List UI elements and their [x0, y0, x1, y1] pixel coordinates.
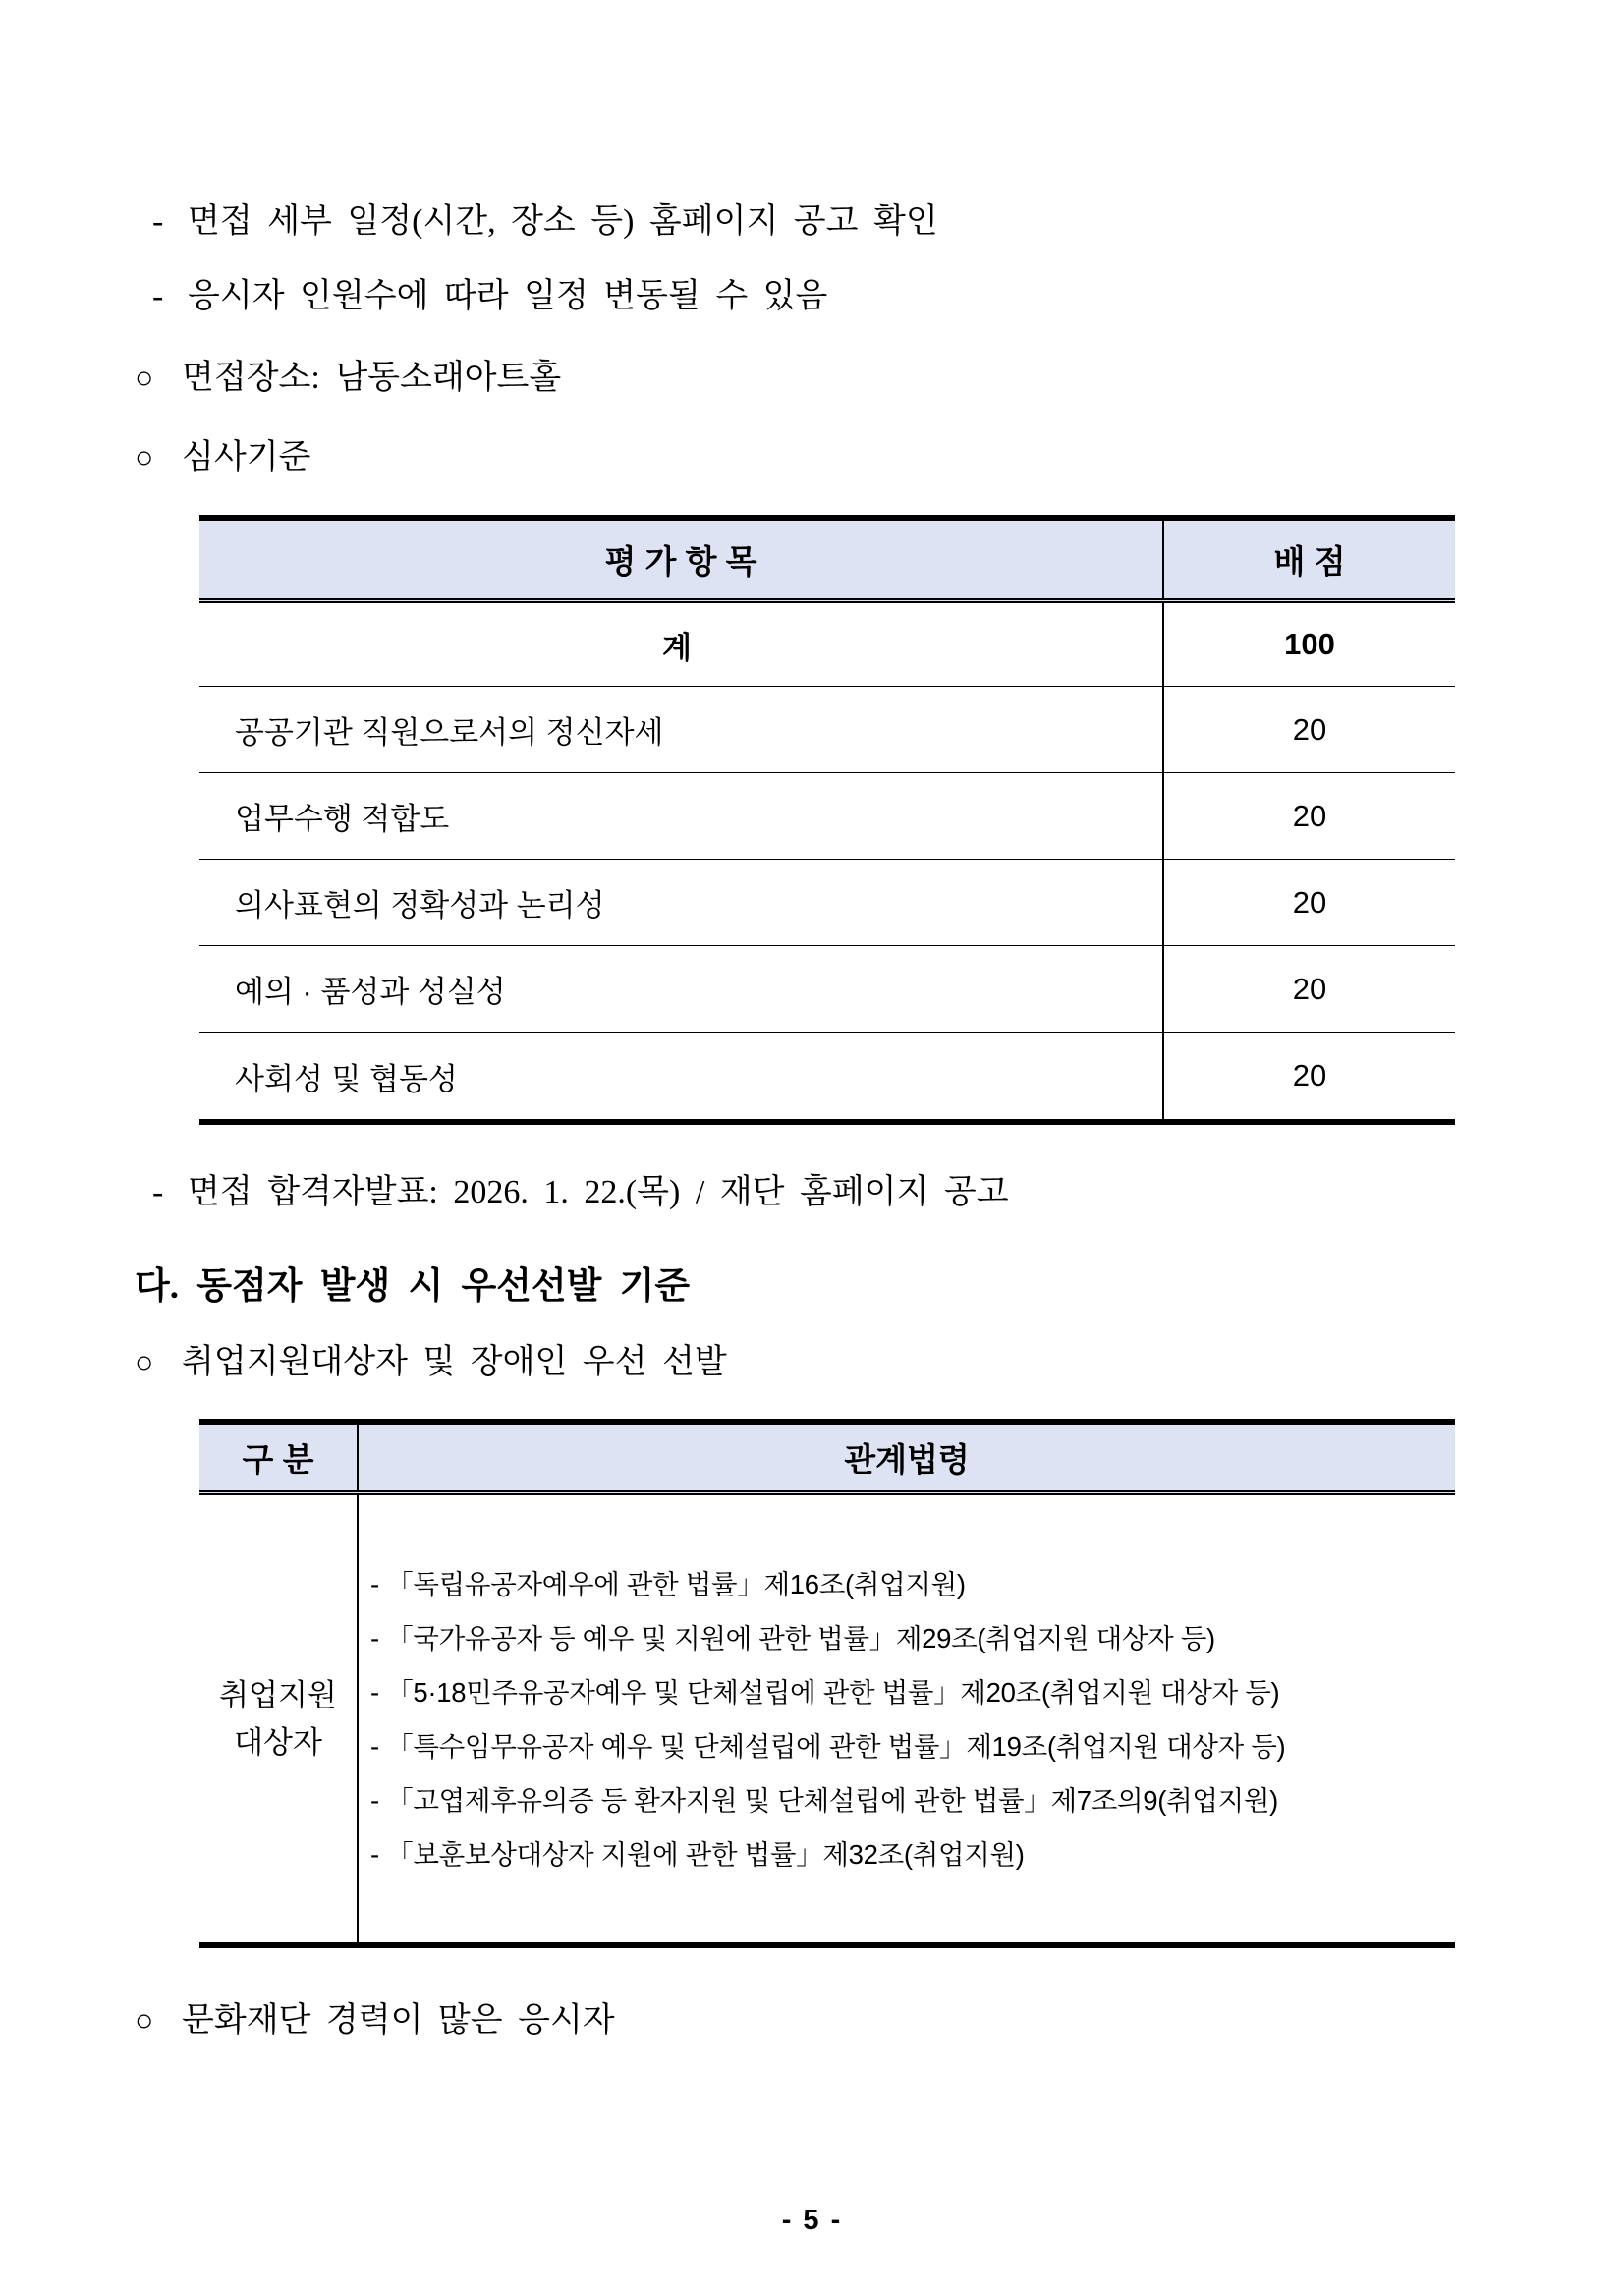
law-table-body-row [199, 1495, 1455, 1942]
criterion-label: 예의 · 품성과 성실성 [235, 975, 506, 1009]
law-item: - 「독립유공자예우에 관한 법률」제16조(취업지원) [370, 1568, 966, 1599]
interview-schedule-note-1 [152, 201, 1489, 243]
score-table [199, 515, 1455, 1125]
priority-selection-text: 취업지원대상자 및 장애인 우선 선발 [182, 1344, 727, 1380]
law-item: - 「국가유공자 등 예우 및 지원에 관한 법률」제29조(취업지원 대상자 등) [370, 1622, 1215, 1653]
score-table-row [199, 1033, 1455, 1119]
interview-schedule-note-2 [152, 276, 1489, 317]
score-table-header-item: 평 가 항 목 [604, 543, 757, 580]
criterion-score: 20 [1162, 946, 1455, 1032]
score-table-row [199, 860, 1455, 946]
score-table-row [199, 687, 1455, 773]
score-table-total-row [199, 603, 1455, 687]
criterion-score: 20 [1162, 773, 1455, 859]
interview-location-item [135, 357, 1489, 399]
score-table-header-score: 배 점 [1162, 521, 1455, 598]
law-table-header-law: 관계법령 [357, 1425, 1455, 1490]
dash-marker: - [152, 278, 164, 314]
circle-marker: ○ [135, 360, 154, 395]
experience-priority-text: 문화재단 경력이 많은 응시자 [182, 2002, 615, 2039]
tiebreak-section-heading: 다. 동점자 발생 시 우선선발 기준 [135, 1266, 691, 1307]
page-number: - 5 - [781, 2205, 843, 2236]
related-laws-cell [357, 1495, 1455, 1942]
note-text: 응시자 인원수에 따라 일정 변동될 수 있음 [188, 278, 828, 314]
law-item: - 「5·18민주유공자예우 및 단체설립에 관한 법률」제20조(취업지원 대상자 등) [370, 1676, 1280, 1708]
law-table-header-row [199, 1425, 1455, 1495]
dash-marker: - [152, 1174, 164, 1210]
dash-marker: - [152, 203, 164, 240]
law-table [199, 1419, 1455, 1948]
criterion-label: 공공기관 직원으로서의 정신자세 [235, 715, 664, 750]
priority-selection-item [135, 1341, 1489, 1383]
law-item: - 「보훈보상대상자 지원에 관한 법률」제32조(취업지원) [370, 1838, 1025, 1870]
evaluation-criteria-item [135, 436, 1489, 478]
score-table-header-row [199, 521, 1455, 603]
criterion-score: 20 [1162, 687, 1455, 772]
criterion-label: 업무수행 적합도 [235, 802, 450, 836]
score-table-row [199, 946, 1455, 1033]
employment-support-target-label [199, 1495, 357, 1942]
circle-marker: ○ [135, 1344, 154, 1379]
experience-priority-item [135, 1999, 1489, 2042]
circle-marker: ○ [135, 439, 154, 475]
total-label: 계 [662, 630, 692, 665]
interview-location-text: 면접장소: 남동소래아트홀 [182, 360, 562, 396]
criterion-score: 20 [1162, 1033, 1455, 1119]
circle-marker: ○ [135, 2002, 154, 2038]
result-note-text: 면접 합격자발표: 2026. 1. 22.(목) / 재단 홈페이지 공고 [188, 1174, 1009, 1210]
total-score: 100 [1162, 603, 1455, 686]
target-label-line1: 취업지원 [219, 1677, 337, 1712]
target-label-line2: 대상자 [234, 1724, 322, 1760]
evaluation-criteria-label: 심사기준 [182, 439, 311, 476]
criterion-score: 20 [1162, 860, 1455, 945]
law-item: - 「고엽제후유의증 등 환자지원 및 단체설립에 관한 법률」제7조의9(취업지원) [370, 1784, 1279, 1816]
criterion-label: 의사표현의 정확성과 논리성 [235, 888, 605, 923]
law-table-header-type: 구 분 [242, 1441, 314, 1478]
law-item: - 「특수임무유공자 예우 및 단체설립에 관한 법률」제19조(취업지원 대상자 등) [370, 1730, 1286, 1762]
note-text: 면접 세부 일정(시간, 장소 등) 홈페이지 공고 확인 [188, 203, 938, 240]
criterion-label: 사회성 및 협동성 [235, 1061, 458, 1096]
score-table-row [199, 773, 1455, 860]
interview-result-note [152, 1172, 1489, 1213]
